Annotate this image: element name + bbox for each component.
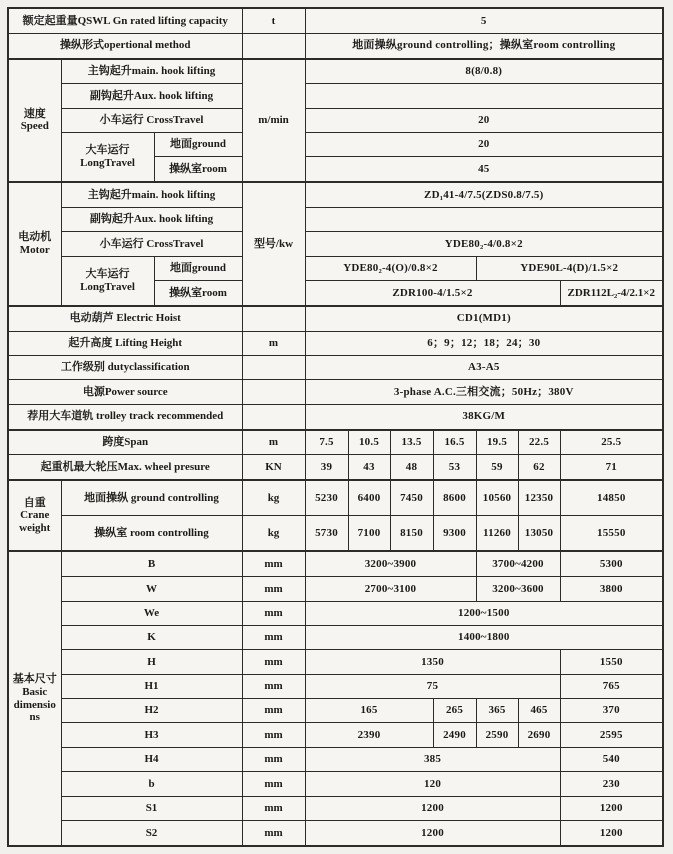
- unit-cell: mm: [242, 796, 305, 820]
- value-cell: 2390: [305, 723, 433, 747]
- row-label: H2: [61, 699, 242, 723]
- value-cell: 8(8/0.8): [305, 59, 663, 84]
- row-dim-S1: [8, 796, 663, 820]
- row-label: 额定起重量QSWL Gn rated lifting capacity: [8, 8, 242, 33]
- unit-cell: mm: [242, 650, 305, 674]
- row-label: 主钩起升main. hook lifting: [61, 182, 242, 207]
- value-cell: 7450: [390, 480, 433, 516]
- value-cell: 5: [305, 8, 663, 33]
- value-cell: 3200~3600: [476, 577, 560, 601]
- row-electric-hoist: [8, 306, 663, 331]
- sub-label: 操纵室room: [154, 281, 242, 306]
- row-dim-K: [8, 625, 663, 649]
- row-speed-main-hook: [8, 59, 663, 84]
- value-cell: 120: [305, 772, 560, 796]
- group-label-motor: 电动机 Motor: [8, 182, 61, 306]
- value-cell: 75: [305, 674, 560, 698]
- value-cell: 1400~1800: [305, 625, 663, 649]
- value-cell: YDE80₂-4/0.8×2: [305, 232, 663, 256]
- value-cell: 1550: [560, 650, 663, 674]
- row-rated-capacity: [8, 8, 663, 33]
- value-cell: 2490: [433, 723, 476, 747]
- value-cell: 6400: [348, 480, 390, 516]
- value-cell: 1200~1500: [305, 601, 663, 625]
- row-weight-room: [8, 516, 663, 552]
- value-cell: 13.5: [390, 430, 433, 455]
- unit-cell: kg: [242, 516, 305, 552]
- value-cell: 540: [560, 747, 663, 771]
- row-motor-long-travel-ground: [8, 256, 663, 280]
- value-cell: 2595: [560, 723, 663, 747]
- value-cell: ZDR100-4/1.5×2: [305, 281, 560, 306]
- unit-cell: [242, 33, 305, 58]
- value-cell: 38KG/M: [305, 404, 663, 429]
- value-cell: 1200: [560, 796, 663, 820]
- value-cell: 15550: [560, 516, 663, 552]
- row-dim-b: [8, 772, 663, 796]
- row-duty-classification: [8, 355, 663, 379]
- row-label: 起重机最大轮压Max. wheel presure: [8, 455, 242, 480]
- spec-sheet: [7, 7, 664, 847]
- row-motor-aux-hook: [8, 207, 663, 231]
- value-cell: 365: [476, 699, 518, 723]
- unit-cell: [242, 306, 305, 331]
- value-cell: 12350: [518, 480, 560, 516]
- value-cell: 10.5: [348, 430, 390, 455]
- value-cell: 9300: [433, 516, 476, 552]
- row-dim-W: [8, 577, 663, 601]
- row-dim-We: [8, 601, 663, 625]
- row-dim-H1: [8, 674, 663, 698]
- sub-label: 地面ground: [154, 133, 242, 157]
- value-cell: 22.5: [518, 430, 560, 455]
- row-label: 副钩起升Aux. hook lifting: [61, 207, 242, 231]
- value-cell: 465: [518, 699, 560, 723]
- unit-cell: KN: [242, 455, 305, 480]
- row-label: 操纵室 room controlling: [61, 516, 242, 552]
- unit-cell: mm: [242, 772, 305, 796]
- value-cell: 25.5: [560, 430, 663, 455]
- unit-cell: mm: [242, 625, 305, 649]
- value-cell: 165: [305, 699, 433, 723]
- row-label: 荐用大车道轨 trolley track recommended: [8, 404, 242, 429]
- group-label-basic-dimensions: 基本尺寸 Basic dimensions: [8, 551, 61, 846]
- row-motor-main-hook: [8, 182, 663, 207]
- unit-cell: m: [242, 430, 305, 455]
- unit-cell: mm: [242, 747, 305, 771]
- unit-cell: m/min: [242, 59, 305, 183]
- row-label: 小车运行 CrossTravel: [61, 108, 242, 132]
- unit-cell: 型号/kw: [242, 182, 305, 306]
- unit-cell: m: [242, 331, 305, 355]
- value-cell: 3700~4200: [476, 551, 560, 576]
- value-cell: YDE90L-4(D)/1.5×2: [476, 256, 663, 280]
- row-label: H1: [61, 674, 242, 698]
- value-cell: A3-A5: [305, 355, 663, 379]
- value-cell: [305, 84, 663, 108]
- row-dim-H2: [8, 699, 663, 723]
- value-cell: [305, 207, 663, 231]
- value-cell: 3-phase A.C.三相交流；50Hz；380V: [305, 380, 663, 404]
- value-cell: 16.5: [433, 430, 476, 455]
- value-cell: ZDR112L₂-4/2.1×2: [560, 281, 663, 306]
- value-cell: 14850: [560, 480, 663, 516]
- value-cell: 8600: [433, 480, 476, 516]
- row-label: 起升高度 Lifting Height: [8, 331, 242, 355]
- row-motor-cross-travel: [8, 232, 663, 256]
- row-label: 小车运行 CrossTravel: [61, 232, 242, 256]
- value-cell: 765: [560, 674, 663, 698]
- row-label: W: [61, 577, 242, 601]
- row-label: 跨度Span: [8, 430, 242, 455]
- row-speed-aux-hook: [8, 84, 663, 108]
- unit-cell: kg: [242, 480, 305, 516]
- value-cell: 19.5: [476, 430, 518, 455]
- row-dim-H4: [8, 747, 663, 771]
- group-label-speed: 速度 Speed: [8, 59, 61, 183]
- row-label: S1: [61, 796, 242, 820]
- row-label: B: [61, 551, 242, 576]
- value-cell: 2590: [476, 723, 518, 747]
- value-cell: 1350: [305, 650, 560, 674]
- unit-cell: [242, 404, 305, 429]
- value-cell: 1200: [305, 820, 560, 846]
- value-cell: 43: [348, 455, 390, 480]
- row-label: 副钩起升Aux. hook lifting: [61, 84, 242, 108]
- value-cell: 地面操纵ground controlling；操纵室room controlling: [305, 33, 663, 58]
- row-label: 工作级别 dutyclassification: [8, 355, 242, 379]
- value-cell: 7.5: [305, 430, 348, 455]
- row-label: b: [61, 772, 242, 796]
- unit-cell: [242, 380, 305, 404]
- value-cell: 2690: [518, 723, 560, 747]
- value-cell: 5230: [305, 480, 348, 516]
- value-cell: 62: [518, 455, 560, 480]
- value-cell: 3800: [560, 577, 663, 601]
- sub-label: 地面ground: [154, 256, 242, 280]
- row-label: H4: [61, 747, 242, 771]
- row-lifting-height: [8, 331, 663, 355]
- unit-cell: mm: [242, 601, 305, 625]
- value-cell: 7100: [348, 516, 390, 552]
- row-label: We: [61, 601, 242, 625]
- row-label: H3: [61, 723, 242, 747]
- value-cell: 13050: [518, 516, 560, 552]
- row-operational-method: [8, 33, 663, 58]
- value-cell: 11260: [476, 516, 518, 552]
- sub-label: 大车运行 LongTravel: [61, 133, 154, 183]
- value-cell: 20: [305, 133, 663, 157]
- unit-cell: [242, 355, 305, 379]
- row-dim-B: [8, 551, 663, 576]
- sub-label: 操纵室room: [154, 157, 242, 182]
- row-label: S2: [61, 820, 242, 846]
- row-span: [8, 430, 663, 455]
- value-cell: 59: [476, 455, 518, 480]
- sub-label: 大车运行 LongTravel: [61, 256, 154, 306]
- unit-cell: mm: [242, 820, 305, 846]
- unit-cell: mm: [242, 723, 305, 747]
- group-label-crane-weight: 自重 Crane weight: [8, 480, 61, 551]
- row-label: 电动葫芦 Electric Hoist: [8, 306, 242, 331]
- crane-spec-table: [7, 7, 664, 847]
- value-cell: 20: [305, 108, 663, 132]
- value-cell: 385: [305, 747, 560, 771]
- value-cell: 1200: [305, 796, 560, 820]
- value-cell: 45: [305, 157, 663, 182]
- value-cell: 5300: [560, 551, 663, 576]
- row-speed-long-travel-ground: [8, 133, 663, 157]
- value-cell: 48: [390, 455, 433, 480]
- row-label: 操纵形式opertional method: [8, 33, 242, 58]
- row-dim-H: [8, 650, 663, 674]
- row-max-wheel-pressure: [8, 455, 663, 480]
- unit-cell: t: [242, 8, 305, 33]
- value-cell: 5730: [305, 516, 348, 552]
- value-cell: 39: [305, 455, 348, 480]
- row-power-source: [8, 380, 663, 404]
- unit-cell: mm: [242, 577, 305, 601]
- value-cell: 1200: [560, 820, 663, 846]
- row-label: 地面操纵 ground controlling: [61, 480, 242, 516]
- value-cell: YDE80₂-4(O)/0.8×2: [305, 256, 476, 280]
- value-cell: 6；9；12；18；24；30: [305, 331, 663, 355]
- row-trolley-track: [8, 404, 663, 429]
- row-label: 电源Power source: [8, 380, 242, 404]
- value-cell: 53: [433, 455, 476, 480]
- row-weight-ground: [8, 480, 663, 516]
- value-cell: 8150: [390, 516, 433, 552]
- row-label: K: [61, 625, 242, 649]
- row-label: H: [61, 650, 242, 674]
- unit-cell: mm: [242, 699, 305, 723]
- value-cell: 370: [560, 699, 663, 723]
- value-cell: ZD₁41-4/7.5(ZDS0.8/7.5): [305, 182, 663, 207]
- value-cell: 10560: [476, 480, 518, 516]
- unit-cell: mm: [242, 674, 305, 698]
- value-cell: CD1(MD1): [305, 306, 663, 331]
- row-label: 主钩起升main. hook lifting: [61, 59, 242, 84]
- value-cell: 265: [433, 699, 476, 723]
- row-dim-S2: [8, 820, 663, 846]
- value-cell: 230: [560, 772, 663, 796]
- value-cell: 3200~3900: [305, 551, 476, 576]
- unit-cell: mm: [242, 551, 305, 576]
- value-cell: 71: [560, 455, 663, 480]
- value-cell: 2700~3100: [305, 577, 476, 601]
- row-dim-H3: [8, 723, 663, 747]
- row-speed-cross-travel: [8, 108, 663, 132]
